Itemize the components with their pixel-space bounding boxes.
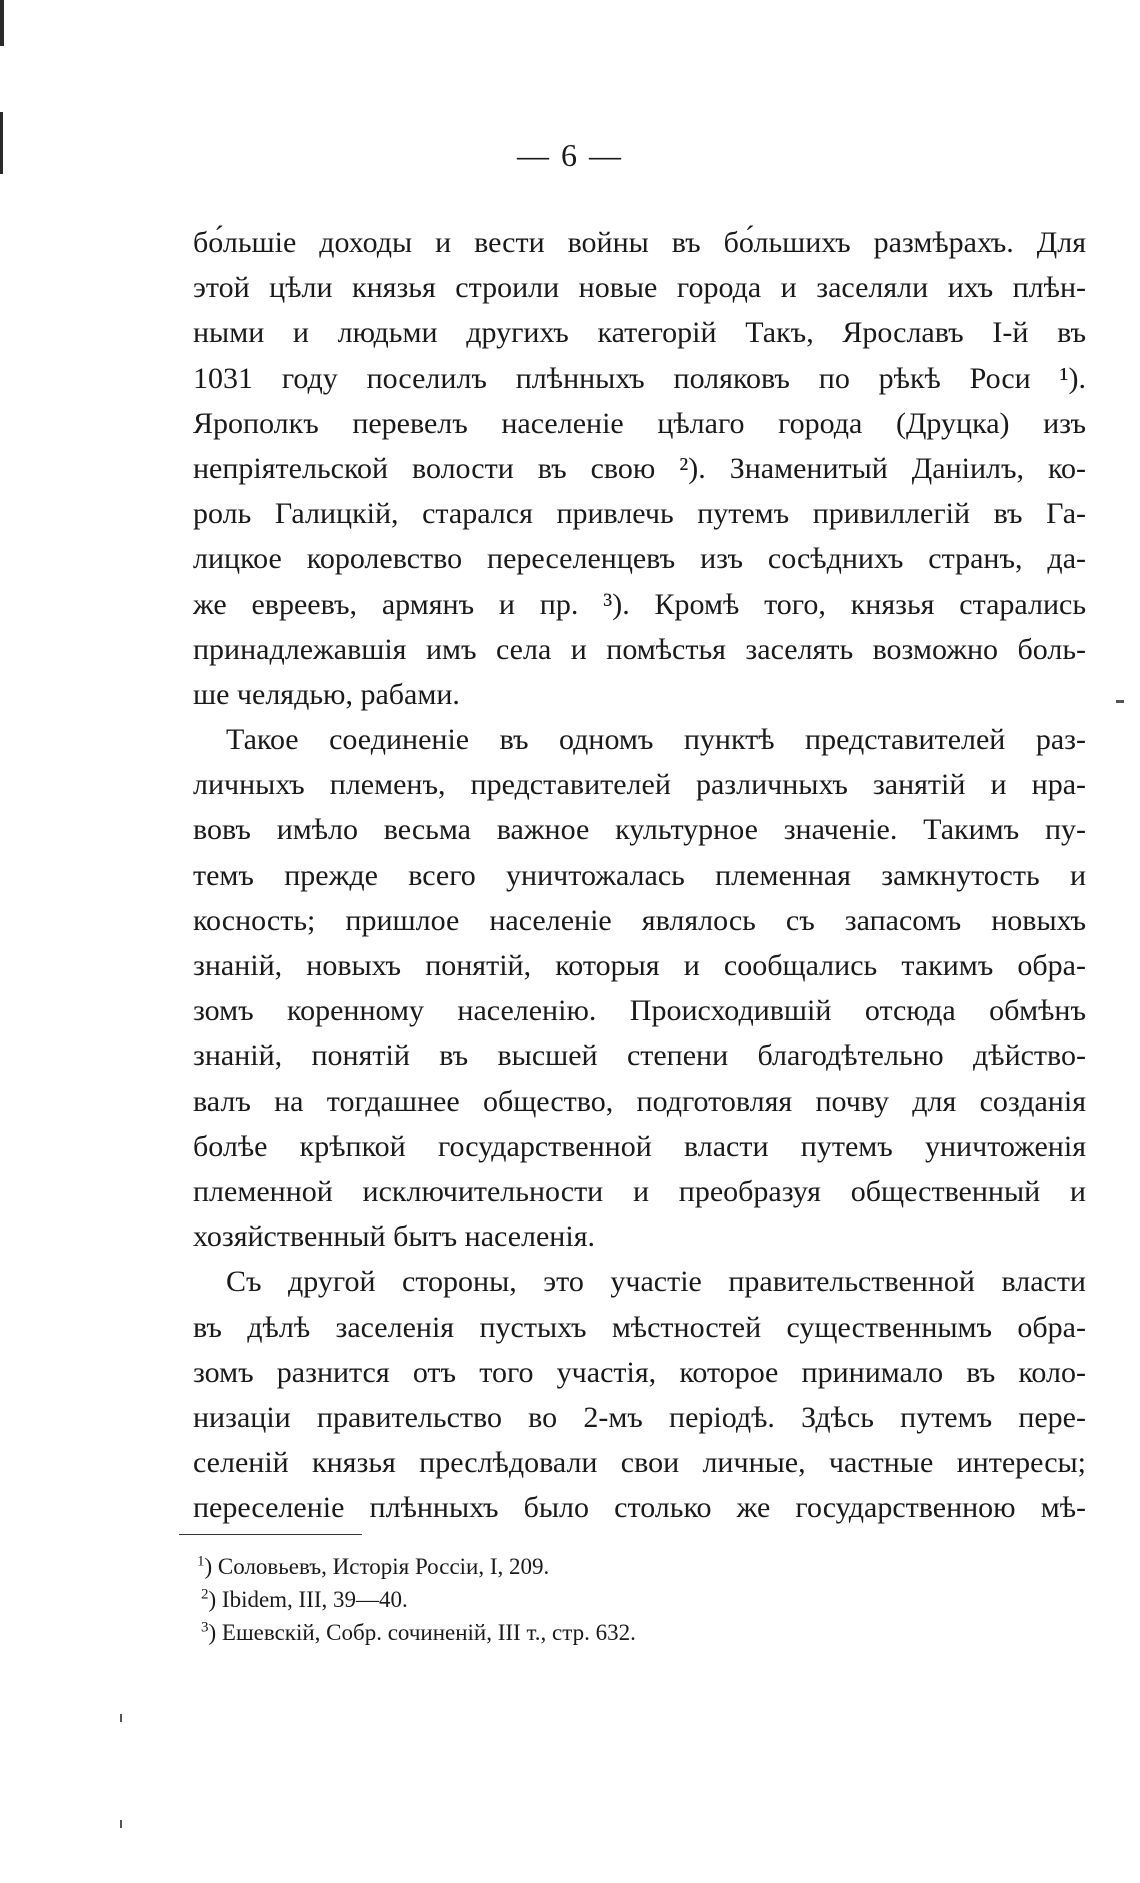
text-line: Ярополкъ перевелъ населеніе цѣлаго города (Друцка) изъ bbox=[193, 406, 1086, 440]
body-text bbox=[193, 220, 1086, 1530]
text-line: непріятельской волости въ свою ²). Знаменитый Даніилъ, ко- bbox=[193, 451, 1086, 485]
footnote-3 bbox=[197, 1616, 897, 1649]
text-line: переселеніе плѣнныхъ было столько же государственною мѣ- bbox=[193, 1491, 1086, 1525]
text-line: роль Галицкій, старался привлечь путемъ привиллегій въ Га- bbox=[193, 497, 1086, 531]
footnote-separator bbox=[179, 1534, 362, 1535]
text-line: этой цѣли князья строили новые города и заселяли ихъ плѣн- bbox=[193, 271, 1086, 305]
text-line: же евреевъ, армянъ и пр. ³). Кромѣ того, князья старались bbox=[193, 587, 1086, 621]
footnote-text: ) Ibidem, III, 39—40. bbox=[208, 1587, 408, 1612]
text-line: низаціи правительство во 2-мъ періодѣ. Здѣсь путемъ пере- bbox=[193, 1400, 1086, 1434]
text-line: ными и людьми другихъ категорій Такъ, Ярославъ І-й въ bbox=[193, 316, 1086, 350]
footnotes bbox=[197, 1550, 897, 1649]
text-line: вовъ имѣло весьма важное культурное значеніе. Такимъ пу- bbox=[193, 813, 1086, 847]
text-line: личныхъ племенъ, представителей различныхъ занятій и нра- bbox=[193, 768, 1086, 802]
text-line: ше челядью, рабами. bbox=[193, 677, 460, 711]
text-line: валъ на тогдашнее общество, подготовляя почву для созданія bbox=[193, 1084, 1086, 1118]
text-line: зомъ коренному населенію. Происходившій отсюда обмѣнъ bbox=[193, 994, 1086, 1028]
text-line: хозяйственный бытъ населенія. bbox=[193, 1220, 595, 1254]
footnote-text: ) Соловьевъ, Исторія Россіи, I, 209. bbox=[204, 1554, 550, 1579]
footnote-text: ) Ешевскій, Собр. сочиненій, III т., стр. 632. bbox=[208, 1620, 636, 1645]
paragraph-2 bbox=[193, 717, 1086, 1259]
text-line: темъ прежде всего уничтожалась племенная замкнутость и bbox=[193, 858, 1086, 892]
text-line: 1031 году поселилъ плѣнныхъ поляковъ по рѣкѣ Роси ¹). bbox=[193, 361, 1086, 395]
text-line: Съ другой стороны, это участіе правительственной власти bbox=[226, 1265, 1086, 1299]
footnote-mark: 2 bbox=[201, 1586, 209, 1603]
text-line: селеній князья преслѣдовали свои личные, частные интересы; bbox=[193, 1446, 1086, 1480]
text-line: знаній, новыхъ понятій, которыя и сообщались такимъ обра- bbox=[193, 949, 1086, 982]
footnote-mark: 3 bbox=[201, 1619, 209, 1636]
footnote-mark: 1 bbox=[197, 1553, 205, 1570]
paragraph-3 bbox=[193, 1259, 1086, 1530]
text-line: знаній, понятій въ высшей степени благодѣтельно дѣйство- bbox=[193, 1039, 1086, 1073]
text-line: болѣе крѣпкой государственной власти путемъ уничтоженія bbox=[193, 1129, 1086, 1163]
footnote-1 bbox=[197, 1550, 897, 1583]
text-line: косность; пришлое населеніе являлось съ запасомъ новыхъ bbox=[193, 903, 1086, 937]
scan-speck bbox=[120, 1820, 122, 1828]
text-line: въ дѣлѣ заселенія пустыхъ мѣстностей существеннымъ обра- bbox=[193, 1310, 1086, 1344]
text-line: племенной исключительности и преобразуя общественный и bbox=[193, 1174, 1086, 1208]
paragraph-1 bbox=[193, 220, 1086, 717]
scan-speck bbox=[1116, 700, 1124, 703]
scan-speck bbox=[120, 1714, 122, 1722]
scan-edge-mark bbox=[0, 0, 4, 46]
text-line: лицкое королевство переселенцевъ изъ сосѣднихъ странъ, да- bbox=[193, 542, 1086, 576]
text-line: бо́льшіе доходы и вести войны въ бо́льшихъ размѣрахъ. Для bbox=[193, 226, 1086, 259]
text-line: принадлежавшія имъ села и помѣстья заселять возможно боль- bbox=[193, 632, 1086, 666]
text-line: зомъ разнится отъ того участія, которое принимало въ коло- bbox=[193, 1355, 1086, 1389]
footnote-2 bbox=[197, 1583, 897, 1616]
page-number: — 6 — bbox=[517, 137, 623, 173]
text-line: Такое соединеніе въ одномъ пунктѣ представителей раз- bbox=[226, 723, 1086, 757]
